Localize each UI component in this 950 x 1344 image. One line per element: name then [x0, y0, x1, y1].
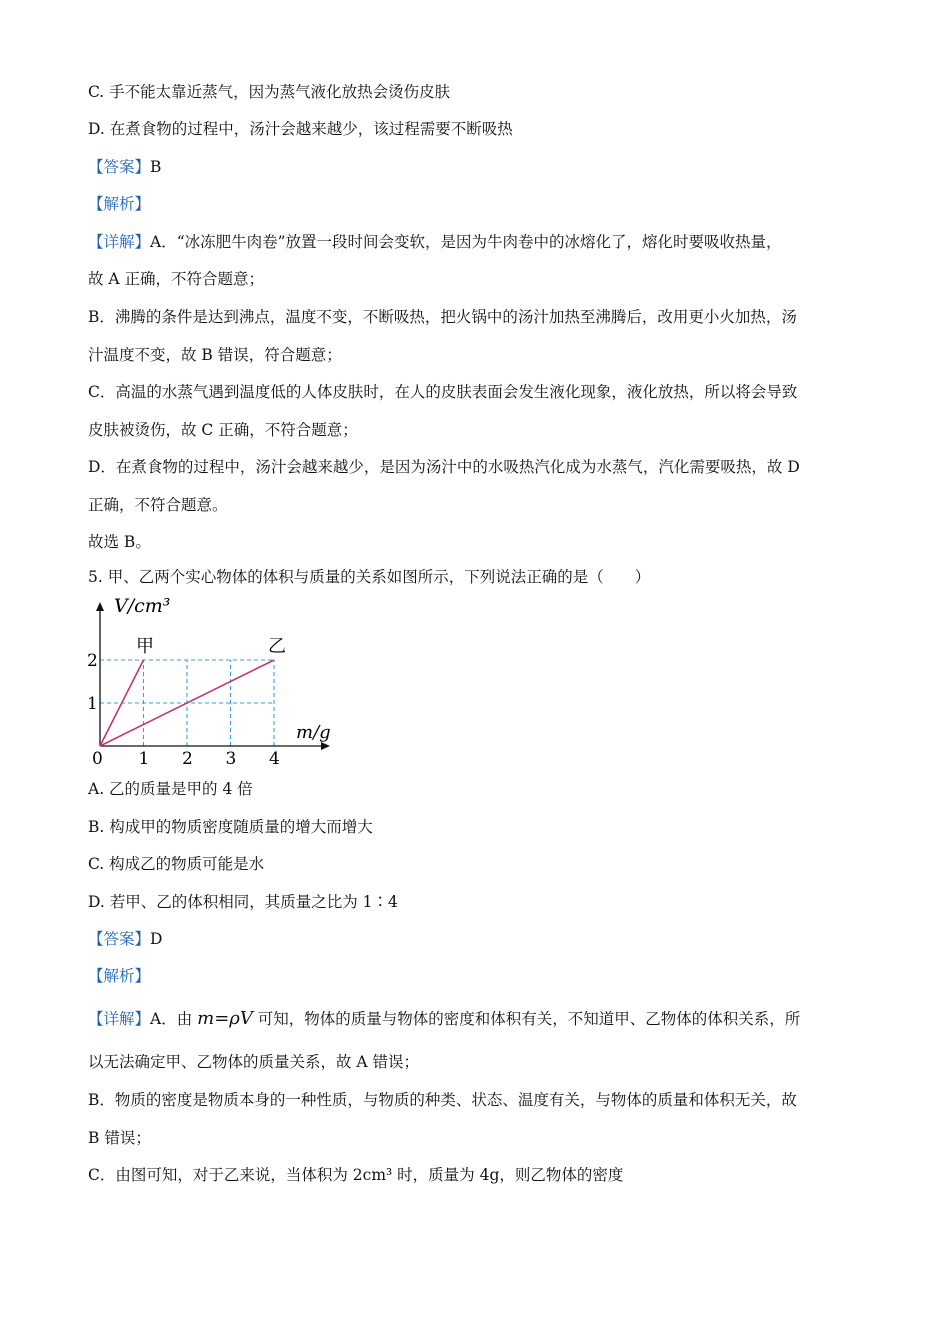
label-jia: 甲	[136, 636, 154, 657]
x-axis-arrow	[321, 742, 330, 750]
detail-4-d1: D．在煮食物的过程中，汤汁会越来越少，是因为汤汁中的水吸热汽化成为水蒸气，汽化需要吸热，故 D	[88, 458, 800, 476]
option-c-5: C. 构成乙的物质可能是水	[88, 855, 265, 873]
analysis-heading-5: 【解析】	[88, 967, 151, 985]
volume-mass-graph	[84, 592, 344, 772]
formula: m=ρV	[197, 1008, 253, 1029]
detail-5-b2: B 错误；	[88, 1129, 151, 1147]
detail-5-a1	[88, 1009, 800, 1029]
origin-label: 0	[92, 749, 103, 769]
option-b-5: B. 构成甲的物质密度随质量的增大而增大	[88, 818, 373, 836]
answer-tag: 【答案】	[88, 930, 151, 948]
y-axis-arrow	[96, 602, 104, 611]
answer-value: B	[150, 158, 162, 176]
detail-tag: 【详解】	[88, 233, 151, 251]
x-tick-2: 2	[182, 749, 193, 769]
answer-4	[88, 157, 161, 177]
detail-4-a2: 故 A 正确，不符合题意；	[88, 270, 265, 288]
detail-4-c2: 皮肤被烫伤，故 C 正确，不符合题意；	[88, 421, 358, 439]
detail-4-a1	[88, 232, 782, 252]
x-tick-3: 3	[225, 749, 237, 769]
answer-tag: 【答案】	[88, 158, 151, 176]
option-c-prev: C. 手不能太靠近蒸气，因为蒸气液化放热会烫伤皮肤	[88, 83, 451, 101]
question-5: 5. 甲、乙两个实心物体的体积与质量的关系如图所示，下列说法正确的是（ ）	[88, 568, 651, 586]
detail-text: A．“冰冻肥牛肉卷”放置一段时间会变软，是因为牛肉卷中的冰熔化了，熔化时要吸收热量，	[150, 233, 782, 251]
detail-4-c1: C．高温的水蒸气遇到温度低的人体皮肤时，在人的皮肤表面会发生液化现象，液化放热，所以将会导致	[88, 383, 798, 401]
option-a-5: A. 乙的质量是甲的 4 倍	[88, 780, 253, 798]
detail-tag: 【详解】	[88, 1010, 151, 1028]
x-tick-labels	[139, 749, 280, 769]
detail-text: 可知，物体的质量与物体的密度和体积有关，不知道甲、乙物体的体积关系，所	[252, 1010, 801, 1028]
y-tick-2: 2	[87, 651, 98, 671]
analysis-heading-4: 【解析】	[88, 195, 151, 213]
detail-5-b1: B．物质的密度是物质本身的一种性质，与物质的种类、状态、温度有关，与物体的质量和体积无关，故	[88, 1091, 797, 1109]
detail-4-conclusion: 故选 B。	[88, 533, 151, 551]
y-tick-labels	[87, 651, 98, 714]
x-tick-4: 4	[269, 749, 280, 769]
answer-5	[88, 929, 162, 949]
y-tick-1: 1	[87, 694, 98, 714]
detail-text: A．由	[150, 1010, 198, 1028]
x-tick-1: 1	[138, 749, 150, 769]
detail-5-a2: 以无法确定甲、乙物体的质量关系，故 A 错误；	[88, 1053, 420, 1071]
y-axis-label: V/cm³	[114, 595, 171, 617]
answer-value: D	[150, 930, 163, 948]
detail-4-b2: 汁温度不变，故 B 错误，符合题意；	[88, 346, 342, 364]
option-d-prev: D. 在煮食物的过程中，汤汁会越来越少，该过程需要不断吸热	[88, 120, 513, 138]
label-yi: 乙	[268, 636, 286, 657]
detail-5-c1: C．由图可知，对于乙来说，当体积为 2cm³ 时，质量为 4g，则乙物体的密度	[88, 1166, 624, 1184]
x-axis-label: m/g	[296, 722, 331, 743]
graph-svg	[84, 592, 344, 772]
detail-4-d2: 正确，不符合题意。	[88, 496, 228, 514]
option-d-5: D. 若甲、乙的体积相同，其质量之比为 1∶4	[88, 893, 398, 911]
detail-4-b1: B．沸腾的条件是达到沸点，温度不变，不断吸热，把火锅中的汤汁加热至沸腾后，改用更小火加热，汤	[88, 308, 797, 326]
